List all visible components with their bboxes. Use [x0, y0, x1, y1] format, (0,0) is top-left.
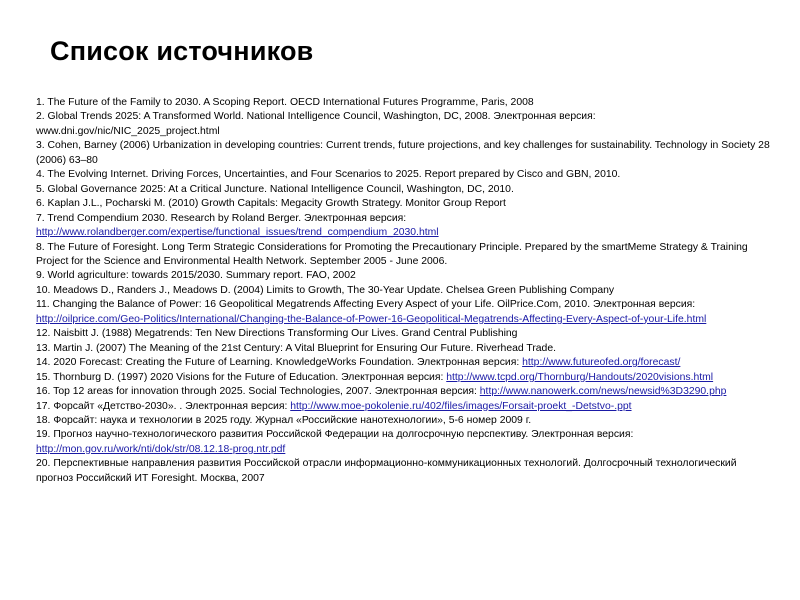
- reference-text: 4. The Evolving Internet. Driving Forces, Uncertainties, and Four Scenarios to 2025. Report prepared by Cisco and GBN, 2010.: [36, 169, 621, 181]
- reference-text: 16. Top 12 areas for innovation through 2025. Social Technologies, 2007. Электронная версия:: [36, 386, 480, 398]
- reference-text: 10. Meadows D., Randers J., Meadows D. (2004) Limits to Growth, The 30-Year Update. Chelsea Green Publishing Company: [36, 284, 615, 296]
- reference-item: [36, 342, 774, 356]
- reference-text: 17. Форсайт «Детство-2030». . Электронная версия:: [36, 400, 291, 412]
- reference-text: 12. Naisbitt J. (1988) Megatrends: Ten New Directions Transforming Our Lives. Grand Central Publishing: [36, 328, 518, 340]
- reference-text: 5. Global Governance 2025: At a Critical Juncture. National Intelligence Council, Washington, DC, 2010.: [36, 183, 514, 195]
- reference-item: [36, 356, 774, 370]
- reference-link[interactable]: http://mon.gov.ru/work/nti/dok/str/08.12.18-prog.ntr.pdf: [36, 443, 286, 455]
- reference-item: [36, 96, 774, 110]
- reference-text: 14. 2020 Forecast: Creating the Future of Learning. KnowledgeWorks Foundation. Электронная версия:: [36, 357, 523, 369]
- reference-text: 1. The Future of the Family to 2030. A Scoping Report. OECD International Futures Programme, Paris, 2008: [36, 97, 534, 108]
- reference-item: [36, 168, 774, 182]
- reference-text: 9. World agriculture: towards 2015/2030. Summary report. FAO, 2002: [36, 270, 356, 282]
- reference-item: [36, 327, 774, 341]
- reference-link[interactable]: http://www.nanowerk.com/news/newsid%3D3290.php: [479, 386, 727, 398]
- reference-item: [36, 284, 774, 298]
- reference-item: [36, 298, 774, 327]
- reference-item: [36, 457, 774, 486]
- reference-item: [36, 139, 774, 168]
- reference-item: [36, 371, 774, 385]
- reference-text: 2. Global Trends 2025: A Transformed World. National Intelligence Council, Washington, DC, 2008. Электронная версия: www.dni.gov/nic/NIC_2025_project.html: [36, 111, 596, 137]
- reference-text: 19. Прогноз научно-технологического развития Российской Федерации на долгосрочную перспективу. Электронная версия:: [36, 429, 634, 441]
- reference-item: [36, 400, 774, 414]
- reference-link[interactable]: http://www.moe-pokolenie.ru/402/files/images/Forsait-proekt_-Detstvo-.ppt: [290, 400, 632, 412]
- reference-text: 11. Changing the Balance of Power: 16 Geopolitical Megatrends Affecting Every Aspect of your Life. OilPrice.Com, 2010. Электронная версия:: [36, 299, 696, 311]
- page-title: Список источников: [50, 36, 314, 66]
- reference-item: [36, 197, 774, 211]
- reference-item: [36, 212, 774, 241]
- reference-item: [36, 241, 774, 270]
- reference-text: 13. Martin J. (2007) The Meaning of the 21st Century: A Vital Blueprint for Ensuring Our Future. Riverhead Trade.: [36, 342, 556, 354]
- reference-text: 7. Trend Compendium 2030. Research by Roland Berger. Электронная версия:: [36, 212, 407, 224]
- reference-item: [36, 414, 774, 428]
- reference-text: 18. Форсайт: наука и технологии в 2025 году. Журнал «Российские нанотехнологии», 5-6 номер 2009 г.: [36, 414, 532, 426]
- reference-text: 8. The Future of Foresight. Long Term Strategic Considerations for Promoting the Precautionary Principle. Prepared by the smartMeme Strategy & Training Project for the Science and Environmental Health Network. September 2005 - June 2006.: [36, 241, 748, 267]
- reference-link[interactable]: http://www.tcpd.org/Thornburg/Handouts/2020visions.html: [446, 371, 714, 383]
- reference-item: [36, 269, 774, 283]
- reference-text: 6. Kaplan J.L., Pocharski M. (2010) Growth Capitals: Megacity Growth Strategy. Monitor Group Report: [36, 198, 506, 210]
- reference-item: [36, 183, 774, 197]
- reference-text: 15. Thornburg D. (1997) 2020 Visions for the Future of Education. Электронная версия:: [36, 371, 447, 383]
- reference-item: [36, 110, 774, 139]
- reference-item: [36, 428, 774, 457]
- reference-link[interactable]: http://www.futureofed.org/forecast/: [522, 357, 681, 369]
- reference-link[interactable]: http://www.rolandberger.com/expertise/functional_issues/trend_compendium_2030.html: [36, 227, 439, 239]
- reference-item: [36, 385, 774, 399]
- reference-text: 20. Перспективные направления развития Российской отрасли информационно-коммуникационных технологий. Долгосрочный технологический прогноз Российский ИТ Foresight. Москва, 2007: [36, 458, 737, 484]
- reference-text: 3. Cohen, Barney (2006) Urbanization in developing countries: Current trends, future projections, and key challenges for sustainability. Technology in Society 28 (2006) 63–80: [36, 140, 770, 166]
- reference-list: [36, 96, 774, 486]
- reference-link[interactable]: http://oilprice.com/Geo-Politics/International/Changing-the-Balance-of-Power-16-Geopolitical-Megatrends-Affecting-Every-Aspect-of-your-Life.html: [36, 313, 707, 325]
